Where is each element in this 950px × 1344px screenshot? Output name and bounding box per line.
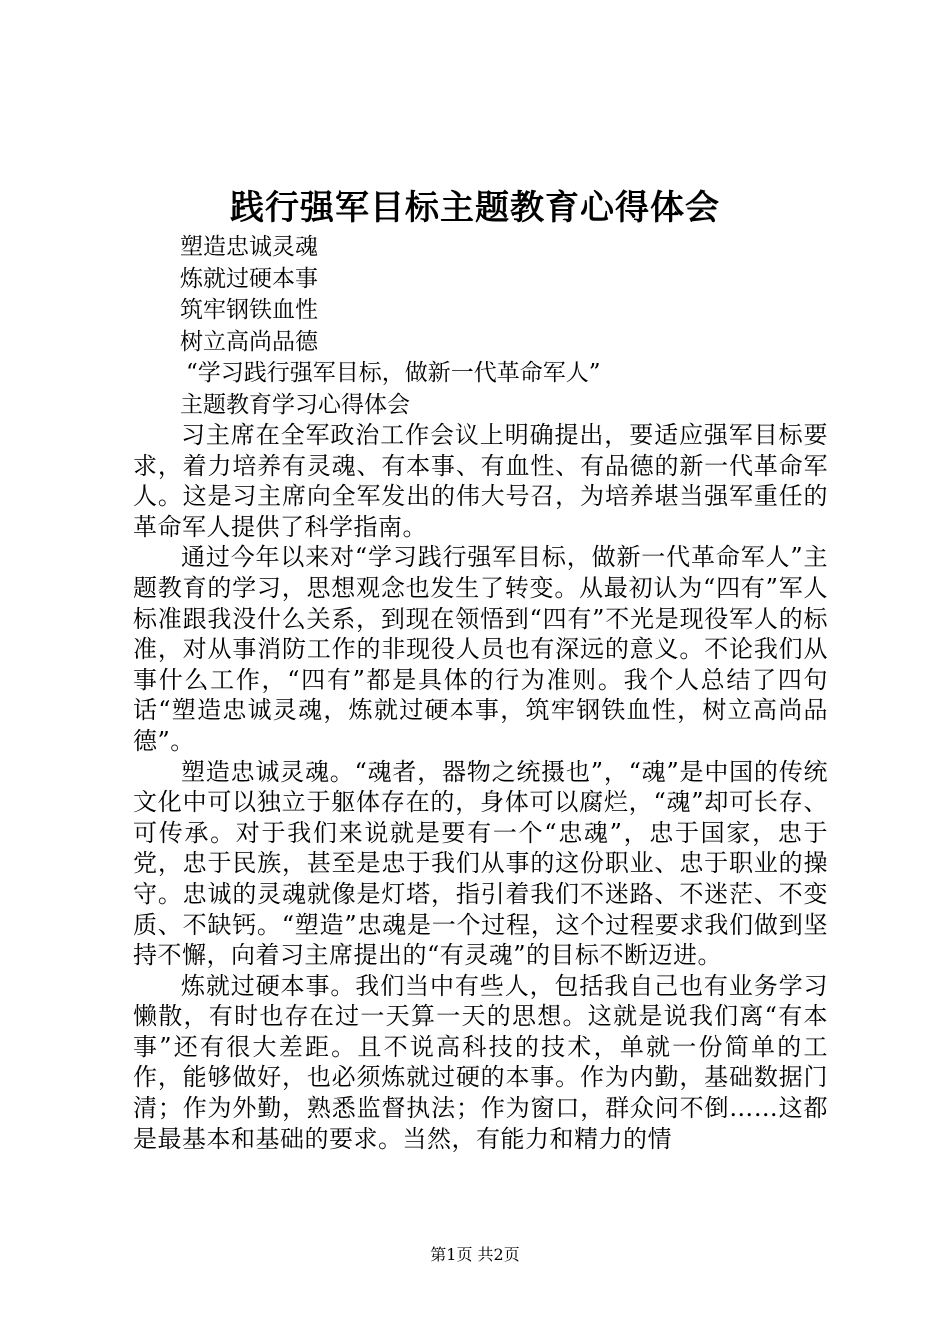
document-title: 践行强军目标主题教育心得体会 xyxy=(230,188,720,228)
body-paragraph-4: 炼就过硬本事。我们当中有些人，包括我自己也有业务学习懒散，有时也存在过一天算一天的思想。这就是说我们离“有本事”还有很大差距。且不说高科技的技术，单就一份简单的工作，能够做好，也必须炼就过硬的本事。作为内勤，基础数据门清；作为外勤，熟悉监督执法；作为窗口，群众问不倒……这都是最基本和基础的要求。当然，有能力和精力的情 xyxy=(133,971,828,1153)
intro-line-3: 筑牢钢铁血性 xyxy=(180,297,318,323)
body-paragraph-1: 习主席在全军政治工作会议上明确提出，要适应强军目标要求，着力培养有灵魂、有本事、有血性、有品德的新一代革命军人。这是习主席向全军发出的伟大号召，为培养堪当强军重任的革命军人提供了科学指南。 xyxy=(133,421,828,541)
intro-line-slogan: “学习践行强军目标，做新一代革命军人” xyxy=(186,360,601,386)
intro-lines xyxy=(180,232,880,421)
body-paragraph-2: 通过今年以来对“学习践行强军目标，做新一代革命军人”主题教育的学习，思想观念也发生了转变。从最初认为“四有”军人标准跟我没什么关系，到现在领悟到“四有”不光是现役军人的标准，对从事消防工作的非现役人员也有深远的意义。不论我们从事什么工作，“四有”都是具体的行为准则。我个人总结了四句话“塑造忠诚灵魂，炼就过硬本事，筑牢钢铁血性，树立高尚品德”。 xyxy=(133,543,828,755)
document-body xyxy=(133,420,828,1154)
intro-line-subtitle: 主题教育学习心得体会 xyxy=(180,391,410,418)
intro-line-1: 塑造忠诚灵魂 xyxy=(180,234,318,260)
intro-line-4: 树立高尚品德 xyxy=(180,328,318,355)
page-number-footer: 第1页 共2页 xyxy=(430,1245,520,1264)
body-paragraph-3: 塑造忠诚灵魂。“魂者，器物之统摄也”，“魂”是中国的传统文化中可以独立于躯体存在的，身体可以腐烂，“魂”却可长存、可传承。对于我们来说就是要有一个“忠魂”，忠于国家，忠于党，忠于民族，甚至是忠于我们从事的这份职业、忠于职业的操守。忠诚的灵魂就像是灯塔，指引着我们不迷路、不迷茫、不变质、不缺钙。“塑造”忠魂是一个过程，这个过程要求我们做到坚持不懈，向着习主席提出的“有灵魂”的目标不断迈进。 xyxy=(133,757,828,970)
intro-line-2: 炼就过硬本事 xyxy=(180,265,318,292)
